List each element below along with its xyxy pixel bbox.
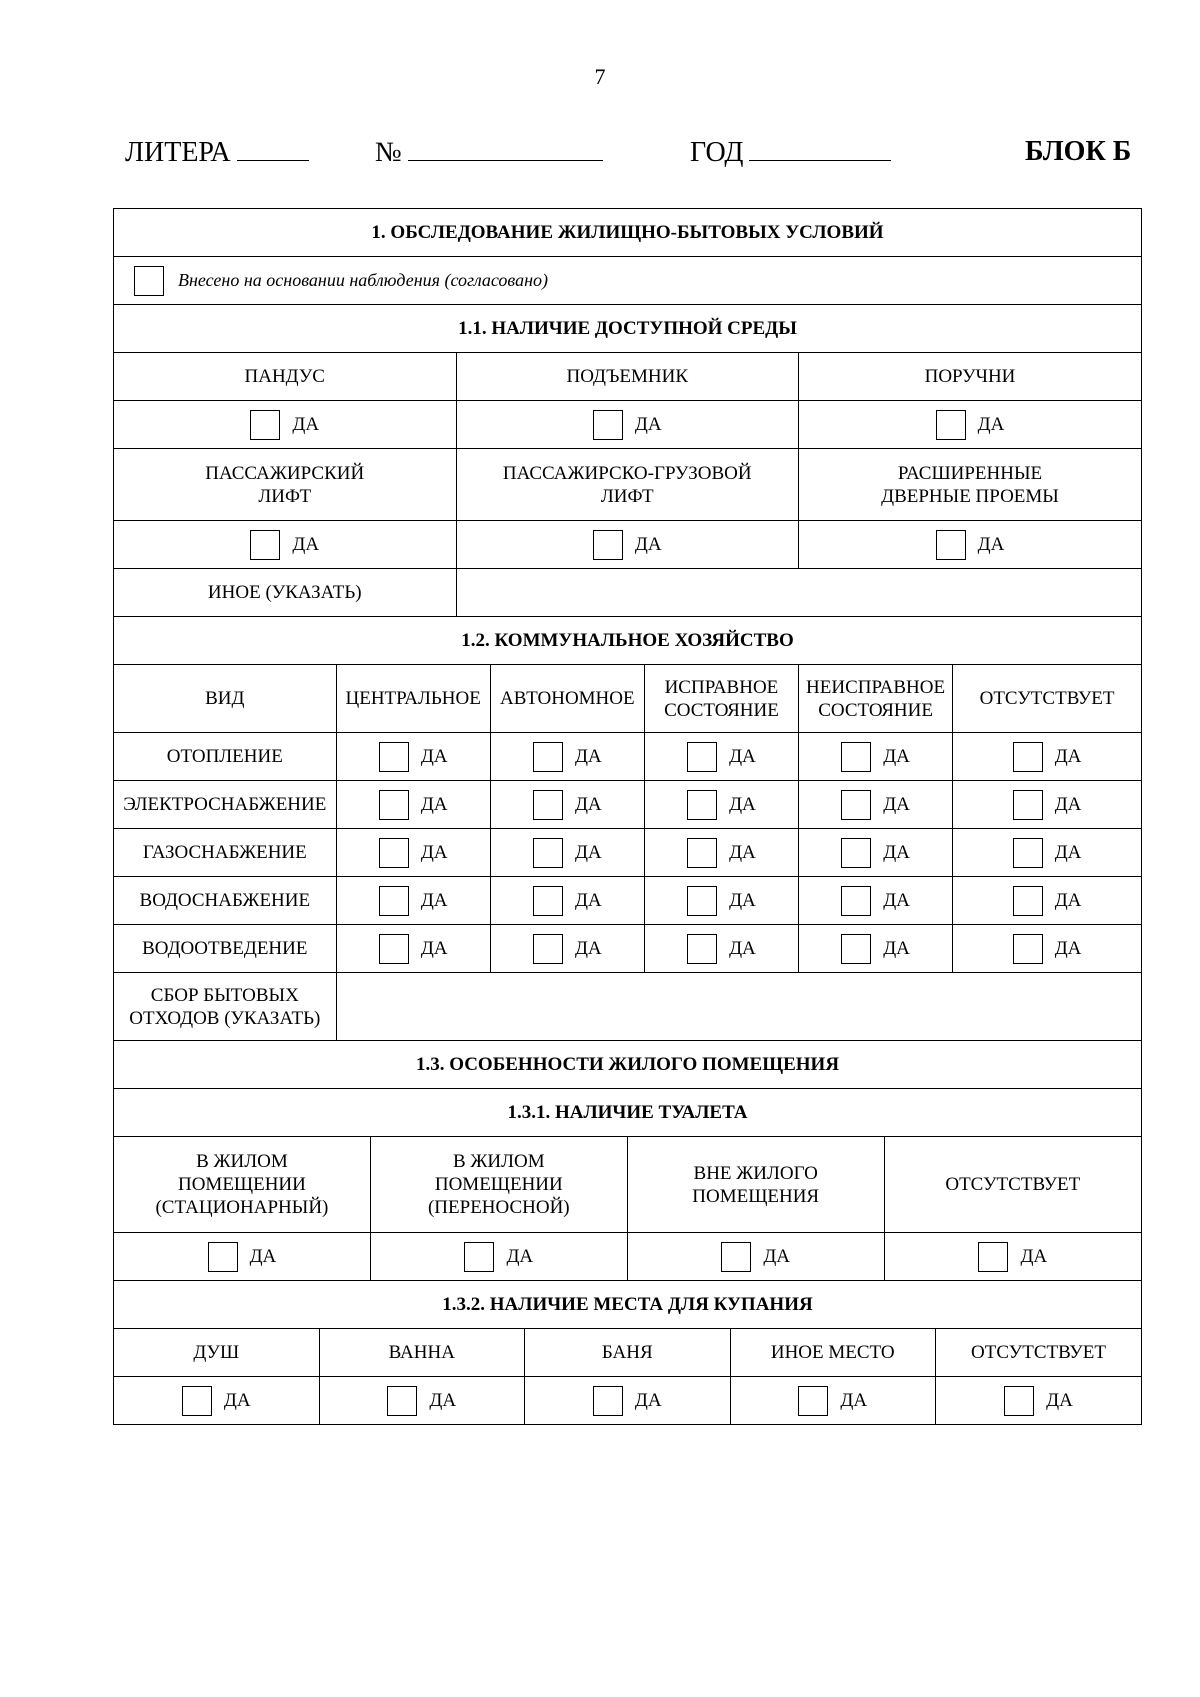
checkbox-icon[interactable] [687, 790, 717, 820]
option: ДА [841, 841, 910, 862]
checkbox-icon[interactable] [387, 1386, 417, 1416]
checkbox-icon[interactable] [379, 886, 409, 916]
utility-label: ВОДООТВЕДЕНИЕ [114, 925, 337, 973]
utilities-header-row [114, 665, 1142, 733]
toilet-outside-header: ВНЕ ЖИЛОГО ПОМЕЩЕНИЯ [627, 1137, 884, 1233]
toilet-absent-header: ОТСУТСТВУЕТ [884, 1137, 1141, 1233]
agreed-note: Внесено на основании наблюдения (согласовано) [178, 270, 549, 290]
utility-label: ЭЛЕКТРОСНАБЖЕНИЕ [114, 781, 337, 829]
toilet-stationary-option: ДА [208, 1245, 277, 1266]
table-row [114, 925, 1142, 973]
option: ДА [379, 745, 448, 766]
checkbox-icon[interactable] [464, 1242, 494, 1272]
passenger-lift-option: ДА [250, 533, 319, 554]
option: ДА [841, 937, 910, 958]
checkbox-icon[interactable] [687, 886, 717, 916]
option: ДА [533, 841, 602, 862]
option: ДА [841, 889, 910, 910]
column-header: ИСПРАВНОЕ СОСТОЯНИЕ [644, 665, 798, 733]
wide-doors-option: ДА [936, 533, 1005, 554]
block-label: БЛОК Б [1025, 136, 1132, 167]
number-label: № [375, 137, 402, 168]
number-field [375, 136, 603, 169]
section-1-title: 1. ОБСЛЕДОВАНИЕ ЖИЛИЩНО-БЫТОВЫХ УСЛОВИЙ [114, 209, 1142, 257]
checkbox-icon[interactable] [1013, 790, 1043, 820]
checkbox-icon[interactable] [1004, 1386, 1034, 1416]
checkbox-icon[interactable] [182, 1386, 212, 1416]
ramp-header: ПАНДУС [114, 353, 457, 401]
litera-field [125, 136, 309, 169]
checkbox-icon[interactable] [533, 742, 563, 772]
checkbox-icon[interactable] [379, 790, 409, 820]
option: ДА [1013, 745, 1082, 766]
option: ДА [533, 889, 602, 910]
waste-input[interactable] [336, 973, 1141, 1041]
option: ДА [1013, 889, 1082, 910]
table-row [114, 781, 1142, 829]
checkbox-icon[interactable] [936, 530, 966, 560]
option: ДА [687, 745, 756, 766]
ramp-option: ДА [250, 413, 319, 434]
checkbox-icon[interactable] [841, 790, 871, 820]
year-blank[interactable] [749, 136, 891, 161]
bath-option: ДА [387, 1389, 456, 1410]
checkbox-icon[interactable] [1013, 934, 1043, 964]
toilet-portable-option: ДА [464, 1245, 533, 1266]
number-blank[interactable] [408, 136, 603, 161]
page-number: 7 [594, 64, 606, 89]
option: ДА [533, 793, 602, 814]
bath-header: ВАННА [319, 1329, 525, 1377]
column-header: ОТСУТСТВУЕТ [953, 665, 1142, 733]
checkbox-icon[interactable] [978, 1242, 1008, 1272]
option: ДА [687, 793, 756, 814]
other-input[interactable] [456, 569, 1142, 617]
litera-label: ЛИТЕРА [125, 137, 231, 168]
option: ДА [379, 937, 448, 958]
section-1-3-2-title: 1.3.2. НАЛИЧИЕ МЕСТА ДЛЯ КУПАНИЯ [114, 1281, 1142, 1329]
checkbox-icon[interactable] [798, 1386, 828, 1416]
checkbox-icon[interactable] [593, 410, 623, 440]
passenger-lift-header: ПАССАЖИРСКИЙ ЛИФТ [114, 449, 457, 521]
option: ДА [841, 745, 910, 766]
checkbox-icon[interactable] [593, 1386, 623, 1416]
checkbox-icon[interactable] [533, 934, 563, 964]
column-header: НЕИСПРАВНОЕ СОСТОЯНИЕ [799, 665, 953, 733]
checkbox-icon[interactable] [379, 838, 409, 868]
other-place-option: ДА [798, 1389, 867, 1410]
option: ДА [379, 841, 448, 862]
other-place-header: ИНОЕ МЕСТО [730, 1329, 936, 1377]
checkbox-icon[interactable] [687, 742, 717, 772]
banya-option: ДА [593, 1389, 662, 1410]
checkbox-icon[interactable] [841, 934, 871, 964]
checkbox-icon[interactable] [1013, 886, 1043, 916]
checkbox-icon[interactable] [1013, 742, 1043, 772]
option: ДА [841, 793, 910, 814]
option: ДА [379, 793, 448, 814]
section-1-2-title: 1.2. КОММУНАЛЬНОЕ ХОЗЯЙСТВО [114, 617, 1142, 665]
other-label: ИНОЕ (УКАЗАТЬ) [114, 569, 457, 617]
wide-doors-header: РАСШИРЕННЫЕ ДВЕРНЫЕ ПРОЕМЫ [799, 449, 1142, 521]
bathing-absent-header: ОТСУТСТВУЕТ [936, 1329, 1142, 1377]
checkbox-icon[interactable] [533, 790, 563, 820]
checkbox-icon[interactable] [687, 934, 717, 964]
option: ДА [533, 745, 602, 766]
checkbox-icon[interactable] [379, 742, 409, 772]
checkbox-icon[interactable] [1013, 838, 1043, 868]
section-1-3-1-title: 1.3.1. НАЛИЧИЕ ТУАЛЕТА [114, 1089, 1142, 1137]
section-1-1-title: 1.1. НАЛИЧИЕ ДОСТУПНОЙ СРЕДЫ [114, 305, 1142, 353]
survey-form [113, 208, 1142, 1425]
option: ДА [379, 889, 448, 910]
cargo-lift-option: ДА [593, 533, 662, 554]
utility-label: ОТОПЛЕНИЕ [114, 733, 337, 781]
option: ДА [687, 889, 756, 910]
lift-header: ПОДЪЕМНИК [456, 353, 799, 401]
utility-label: ГАЗОСНАБЖЕНИЕ [114, 829, 337, 877]
option: ДА [533, 937, 602, 958]
column-header: ВИД [114, 665, 337, 733]
checkbox-icon[interactable] [841, 742, 871, 772]
handrails-option: ДА [936, 413, 1005, 434]
option: ДА [1013, 793, 1082, 814]
bathing-absent-option: ДА [1004, 1389, 1073, 1410]
toilet-stationary-header: В ЖИЛОМ ПОМЕЩЕНИИ (СТАЦИОНАРНЫЙ) [114, 1137, 371, 1233]
option: ДА [687, 841, 756, 862]
banya-header: БАНЯ [525, 1329, 731, 1377]
checkbox-icon[interactable] [134, 266, 164, 296]
handrails-header: ПОРУЧНИ [799, 353, 1142, 401]
litera-blank[interactable] [237, 136, 309, 161]
checkbox-icon[interactable] [208, 1242, 238, 1272]
checkbox-icon[interactable] [379, 934, 409, 964]
checkbox-icon[interactable] [593, 530, 623, 560]
checkbox-icon[interactable] [841, 886, 871, 916]
table-row [114, 877, 1142, 925]
option: ДА [1013, 937, 1082, 958]
agreed-row [114, 257, 1142, 305]
shower-option: ДА [182, 1389, 251, 1410]
checkbox-icon[interactable] [250, 530, 280, 560]
section-1-3-title: 1.3. ОСОБЕННОСТИ ЖИЛОГО ПОМЕЩЕНИЯ [114, 1041, 1142, 1089]
checkbox-icon[interactable] [687, 838, 717, 868]
checkbox-icon[interactable] [936, 410, 966, 440]
waste-label: СБОР БЫТОВЫХ ОТХОДОВ (УКАЗАТЬ) [114, 973, 337, 1041]
checkbox-icon[interactable] [721, 1242, 751, 1272]
column-header: ЦЕНТРАЛЬНОЕ [336, 665, 490, 733]
toilet-absent-option: ДА [978, 1245, 1047, 1266]
checkbox-icon[interactable] [250, 410, 280, 440]
year-field [690, 136, 891, 169]
toilet-portable-header: В ЖИЛОМ ПОМЕЩЕНИИ (ПЕРЕНОСНОЙ) [370, 1137, 627, 1233]
lift-option: ДА [593, 413, 662, 434]
checkbox-icon[interactable] [533, 886, 563, 916]
option: ДА [1013, 841, 1082, 862]
cargo-lift-header: ПАССАЖИРСКО-ГРУЗОВОЙ ЛИФТ [456, 449, 799, 521]
shower-header: ДУШ [114, 1329, 320, 1377]
table-row [114, 829, 1142, 877]
year-label: ГОД [690, 137, 744, 168]
utility-label: ВОДОСНАБЖЕНИЕ [114, 877, 337, 925]
table-row [114, 733, 1142, 781]
toilet-outside-option: ДА [721, 1245, 790, 1266]
checkbox-icon[interactable] [533, 838, 563, 868]
column-header: АВТОНОМНОЕ [490, 665, 644, 733]
checkbox-icon[interactable] [841, 838, 871, 868]
option: ДА [687, 937, 756, 958]
